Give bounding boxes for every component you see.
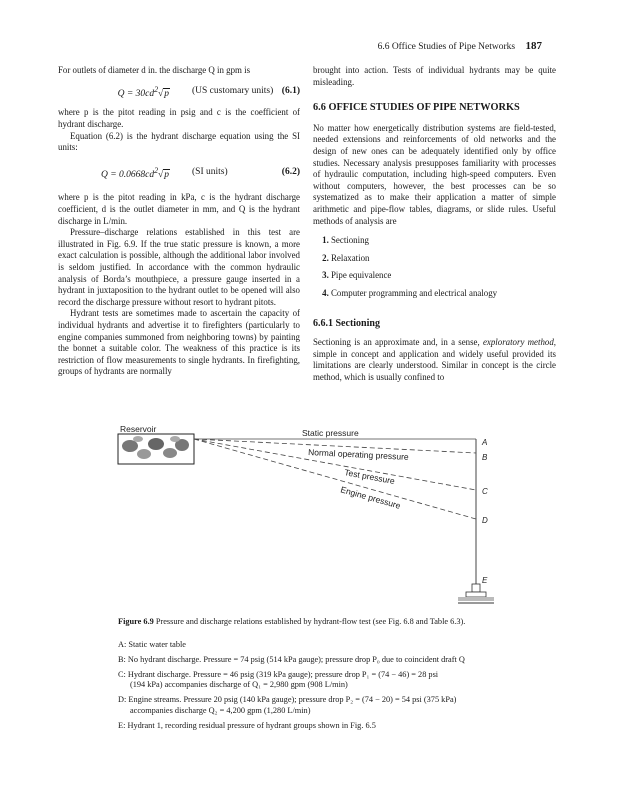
reservoir-label: Reservoir xyxy=(120,424,157,434)
equation-6-1: $Q = 30cd^2√p$ (US customary units) (6.1) xyxy=(117,84,300,99)
equation-6-2: $Q = 0.0668cd^2√p$ (SI units) (6.2) xyxy=(100,165,300,180)
eq2-lhs: Q = 0.0668cd xyxy=(100,169,155,180)
label-b: B xyxy=(482,453,488,462)
right-column xyxy=(313,65,556,383)
eq2-rad: p xyxy=(164,169,169,180)
label-c: C xyxy=(482,487,488,496)
label-d: D xyxy=(482,516,488,525)
eq2-sup: 2 xyxy=(154,165,159,175)
page-number: 187 xyxy=(525,40,542,52)
list-item: 4. Computer programming and electrical analogy xyxy=(331,288,556,300)
figure-6-9 xyxy=(112,418,512,618)
note-c-line1: C: Hydrant discharge. Pressure = 46 psig (319 kPa gauge); pressure drop P₁ = (74 − 46) = 28 psi xyxy=(118,669,439,679)
methods-list xyxy=(313,235,556,299)
reservoir-shape xyxy=(118,434,194,464)
note-c xyxy=(118,670,558,692)
note-b: B: No hydrant discharge. Pressure = 74 psig (514 kPa gauge); pressure drop P₀ due to coincident draft Q xyxy=(118,654,465,664)
running-header xyxy=(372,40,542,52)
static-pressure-label: Static pressure xyxy=(302,428,359,438)
p3-emphasis: exploratory method xyxy=(482,337,554,348)
right-paragraph-2: No matter how energetically distribution systems are field-tested, needed extensions and reinforcements of old networks and the design of new ones can be adequately identified only by office studies. Necessary analysis presupposes familiarity with processes of hydraulic computation, including high-speed computers. Even without computers, however, the best processes can be so systematized as to make their application a matter of simple arithmetic and pipe-flow tables, diagrams, or slide rules. Useful methods of analysis are xyxy=(313,122,556,226)
eq1-rad: p xyxy=(164,88,169,99)
eq1-number: (6.1) xyxy=(281,86,300,97)
subsection-title: 6.6.1 Sectioning xyxy=(313,317,380,329)
note-c-line2: (194 kPa) accompanies discharge of Q₁ = 2,980 gpm (908 L/min) xyxy=(130,680,348,690)
p3-end: , simple in concept and application and widely useful provided its limitations are clearly understood. Similar in concept is the circle method, which is usually confined to xyxy=(313,337,556,382)
right-paragraph-3 xyxy=(313,337,556,383)
test-pressure-line xyxy=(194,439,476,490)
hydrant-pressure-diagram xyxy=(112,418,512,618)
figure-notes xyxy=(118,640,558,736)
left-column xyxy=(58,65,300,378)
caption-label: Figure 6.9 xyxy=(118,617,154,626)
list-item: 1. Sectioning xyxy=(331,235,556,247)
left-paragraph-5: Pressure–discharge relations established in this test are illustrated in Fig. 6.9. If the true static pressure is known, a more exact calculation is possible, although the additional labor involved is seldom justified. In accordance with the common hydraulic analysis of Borda’s mouthpiece, a pressure gauge inserted in a hydrant in juxtaposition to the hydrant outlet to be opened will also record the discharge pressure without resort to hydrant pitots. xyxy=(58,227,300,307)
hydrant-base xyxy=(458,584,494,604)
eq1-sup: 2 xyxy=(154,84,159,94)
note-d-line2: accompanies discharge Q₂ = 4,200 gpm (1,280 L/min) xyxy=(130,705,311,715)
eq2-number: (6.2) xyxy=(281,167,300,178)
note-d xyxy=(118,695,558,717)
eq2-units: (SI units) xyxy=(192,167,228,178)
p3-start: Sectioning is an approximate and, in a sense, xyxy=(313,337,483,348)
right-paragraph-1: brought into action. Tests of individual hydrants may be quite misleading. xyxy=(313,65,556,87)
test-pressure-label: Test pressure xyxy=(343,467,396,487)
section-title: 6.6 OFFICE STUDIES OF PIPE NETWORKS xyxy=(313,102,520,114)
eq1-units: (US customary units) xyxy=(192,86,274,97)
left-paragraph-6: Hydrant tests are sometimes made to ascertain the capacity of individual hydrants and advertise it to firefighters (particularly to engine companies summoned from neighboring towns) by painting the bonnet a suitable color. The weakness of this practice is its restriction of flow measurements to single hydrants. In firefighting, groups of hydrants are normally xyxy=(58,308,300,377)
note-a: A: Static water table xyxy=(118,640,186,649)
caption-text: Pressure and discharge relations established by hydrant-flow test (see Fig. 6.8 and Table 6.3). xyxy=(153,617,466,626)
list-item: 3. Pipe equivalence xyxy=(331,270,556,282)
left-paragraph-3: Equation (6.2) is the hydrant discharge equation using the SI units: xyxy=(58,130,300,153)
left-paragraph-1: For outlets of diameter d in. the discharge Q in gpm is xyxy=(58,65,251,75)
label-e: E xyxy=(482,576,488,585)
label-a: A xyxy=(482,438,488,447)
note-d-line1: D: Engine streams. Pressure 20 psig (140 kPa gauge); pressure drop P₂ = (74 − 20) = 54 psi (375 kPa) xyxy=(118,695,457,705)
figure-caption xyxy=(118,617,558,626)
left-paragraph-2: where p is the pitot reading in psig and c is the coefficient of hydrant discharge. xyxy=(58,107,300,129)
header-section: 6.6 Office Studies of Pipe Networks xyxy=(377,42,516,52)
normal-pressure-label: Normal operating pressure xyxy=(307,447,409,462)
left-paragraph-4: where p is the pitot reading in kPa, c is the hydrant discharge coefficient, d is the outlet diameter in mm, and Q is the hydrant discharge in L/min. xyxy=(58,192,300,226)
eq1-lhs: Q = 30cd xyxy=(117,88,155,99)
note-e: E: Hydrant 1, recording residual pressure of hydrant groups shown in Fig. 6.5 xyxy=(118,720,376,730)
list-item: 2. Relaxation xyxy=(331,253,556,265)
engine-pressure-label: Engine pressure xyxy=(339,484,402,511)
